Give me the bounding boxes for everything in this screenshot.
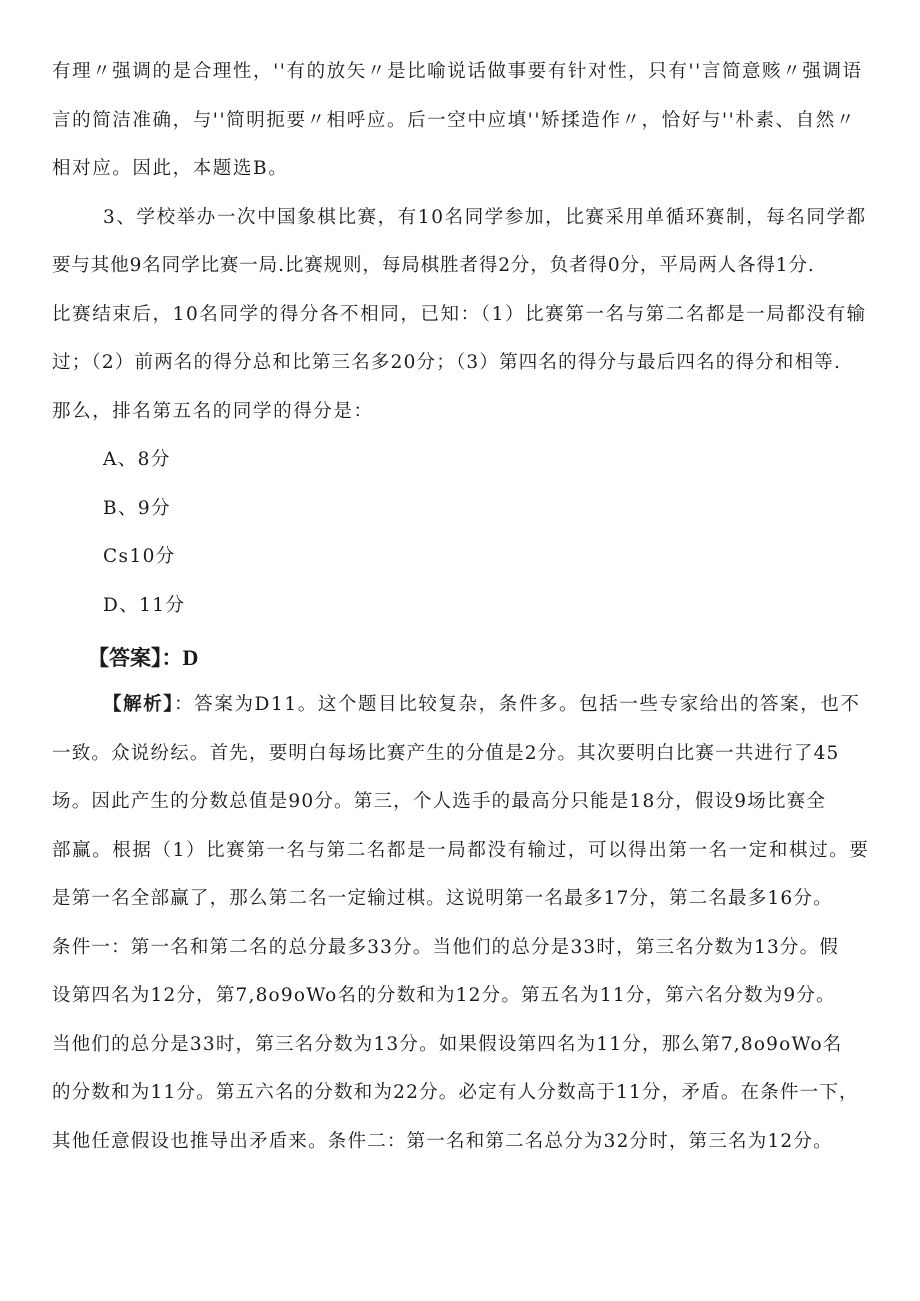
analysis-line-2: 一致。众说纷纭。首先，要明白每场比赛产生的分值是2分。其次要明白比赛一共进行了45	[52, 743, 840, 764]
option-a: A、8分	[103, 449, 171, 470]
analysis-line-6: 条件一：第一名和第二名的总分最多33分。当他们的总分是33时，第三名分数为13分。假	[52, 937, 840, 958]
prev-explanation-line-2: 言的简洁准确，与''简明扼要〃相呼应。后一空中应填''矫揉造作〃，恰好与''朴素、自然〃	[52, 110, 856, 131]
analysis-line-7: 设第四名为12分，第7,8o9oWo名的分数和为12分。第五名为11分，第六名分数为9分。	[52, 985, 836, 1006]
question-line-5: 那么，排名第五名的同学的得分是：	[52, 401, 374, 422]
analysis-line-5: 是第一名全部赢了，那么第二名一定输过棋。这说明第一名最多17分，第二名最多16分。	[52, 888, 833, 909]
analysis-line-10: 其他任意假设也推导出矛盾来。条件二：第一名和第二名总分为32分时，第三名为12分。	[52, 1131, 833, 1152]
prev-explanation-line-3: 相对应。因此，本题选B。	[52, 158, 289, 179]
question-line-4: 过；（2）前两名的得分总和比第三名多20分；（3）第四名的得分与最后四名的得分和相等.	[52, 352, 842, 373]
option-b: B、9分	[103, 498, 171, 519]
analysis-line-4: 部赢。根据（1）比赛第一名与第二名都是一局都没有输过，可以得出第一名一定和棋过。要	[52, 840, 870, 861]
question-line-3: 比赛结束后，10名同学的得分各不相同，已知：（1）比赛第一名与第二名都是一局都没有输	[52, 304, 867, 325]
question-line-2: 要与其他9名同学比赛一局.比赛规则，每局棋胜者得2分，负者得0分，平局两人各得1分.	[52, 255, 815, 276]
analysis-line-8: 当他们的总分是33时，第三名分数为13分。如果假设第四名为11分，那么第7,8o9oWo名	[52, 1034, 843, 1055]
question-line-1: 3、学校举办一次中国象棋比赛，有10名同学参加，比赛采用单循环赛制，每名同学都	[103, 207, 867, 228]
answer-value: D	[182, 645, 199, 670]
analysis-label: 【解析】	[103, 694, 175, 715]
option-c: Cs10分	[103, 546, 176, 567]
answer-line	[88, 642, 198, 674]
prev-explanation-line-1: 有理〃强调的是合理性，''有的放矢〃是比喻说话做事要有针对性，只有''言简意赅〃强调语	[52, 61, 863, 82]
answer-label: 【答案】：	[88, 646, 183, 670]
option-d: D、11分	[103, 595, 186, 616]
analysis-line-1	[103, 691, 873, 719]
analysis-line-9: 的分数和为11分。第五六名的分数和为22分。必定有人分数高于11分，矛盾。在条件一下，	[52, 1082, 859, 1103]
analysis-first-text: ：答案为D11。这个题目比较复杂，条件多。包括一些专家给出的答案，也不	[174, 694, 861, 715]
analysis-line-3: 场。因此产生的分数总值是90分。第三，个人选手的最高分只能是18分，假设9场比赛全	[52, 791, 827, 812]
